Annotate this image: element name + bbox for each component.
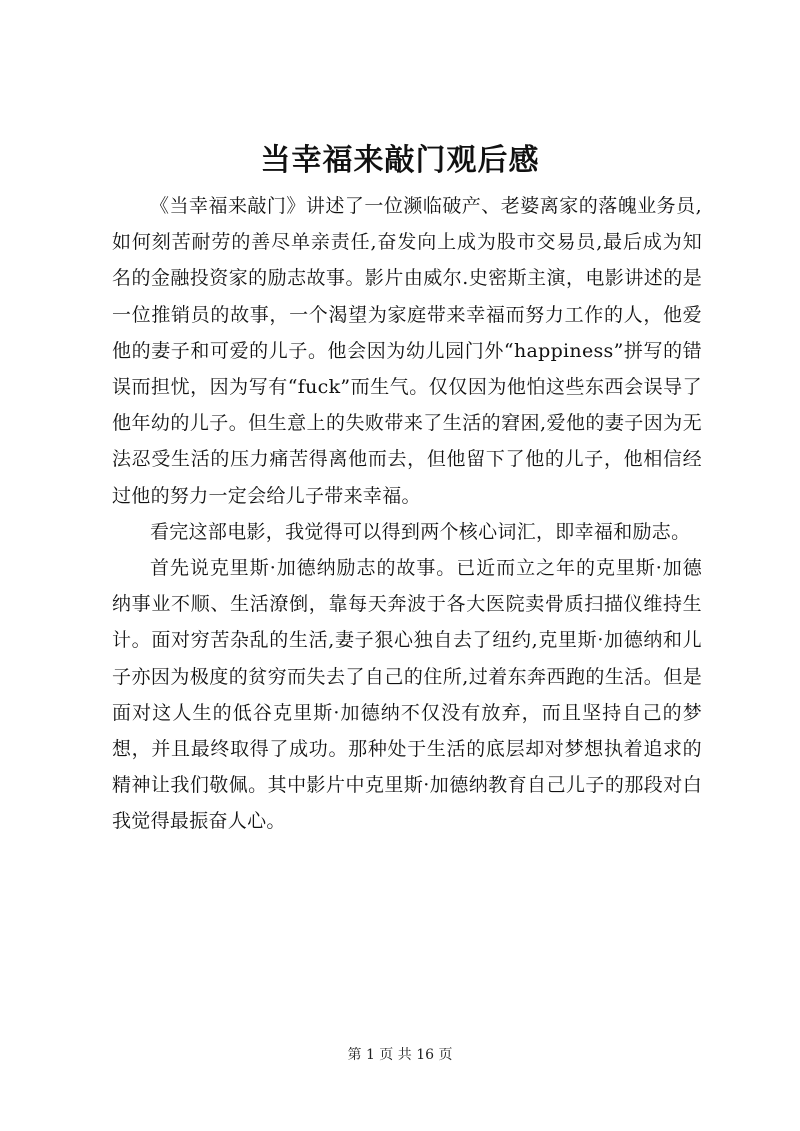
paragraph: 《当幸福来敲门》讲述了一位濒临破产、老婆离家的落魄业务员,如何刻苦耐劳的善尽单亲责任,奋发向上成为股市交易员,最后成为知名的金融投资家的励志故事。影片由威尔.史密斯主演，电影讲述的是一位推销员的故事，一个渴望为家庭带来幸福而努力工作的人，他爱他的妻子和可爱的儿子。他会因为幼儿园门外“happiness”拼写的错误而担忧，因为写有“fuck”而生气。仅仅因为他怕这些东西会误导了他年幼的儿子。但生意上的失败带来了生活的窘困,爱他的妻子因为无法忍受生活的压力痛苦得离他而去，但他留下了他的儿子，他相信经过他的努力一定会给儿子带来幸福。 <box>112 195 702 507</box>
page-number-footer: 第 1 页 共 16 页 <box>347 1047 453 1063</box>
paragraph: 看完这部电影，我觉得可以得到两个核心词汇，即幸福和励志。 <box>150 520 691 543</box>
document-body <box>112 188 702 840</box>
paragraph: 首先说克里斯·加德纳励志的故事。已近而立之年的克里斯·加德纳事业不顺、生活潦倒，靠每天奔波于各大医院卖骨质扫描仪维持生计。面对穷苦杂乱的生活,妻子狠心独自去了纽约,克里斯·加德纳和儿子亦因为极度的贫穷而失去了自己的住所,过着东奔西跑的生活。但是面对这人生的低谷克里斯·加德纳不仅没有放弃，而且坚持自己的梦想，并且最终取得了成功。那种处于生活的底层却对梦想执着追求的精神让我们敬佩。其中影片中克里斯·加德纳教育自己儿子的那段对白我觉得最振奋人心。 <box>112 557 702 833</box>
document-title: 当幸福来敲门观后感 <box>260 143 540 178</box>
